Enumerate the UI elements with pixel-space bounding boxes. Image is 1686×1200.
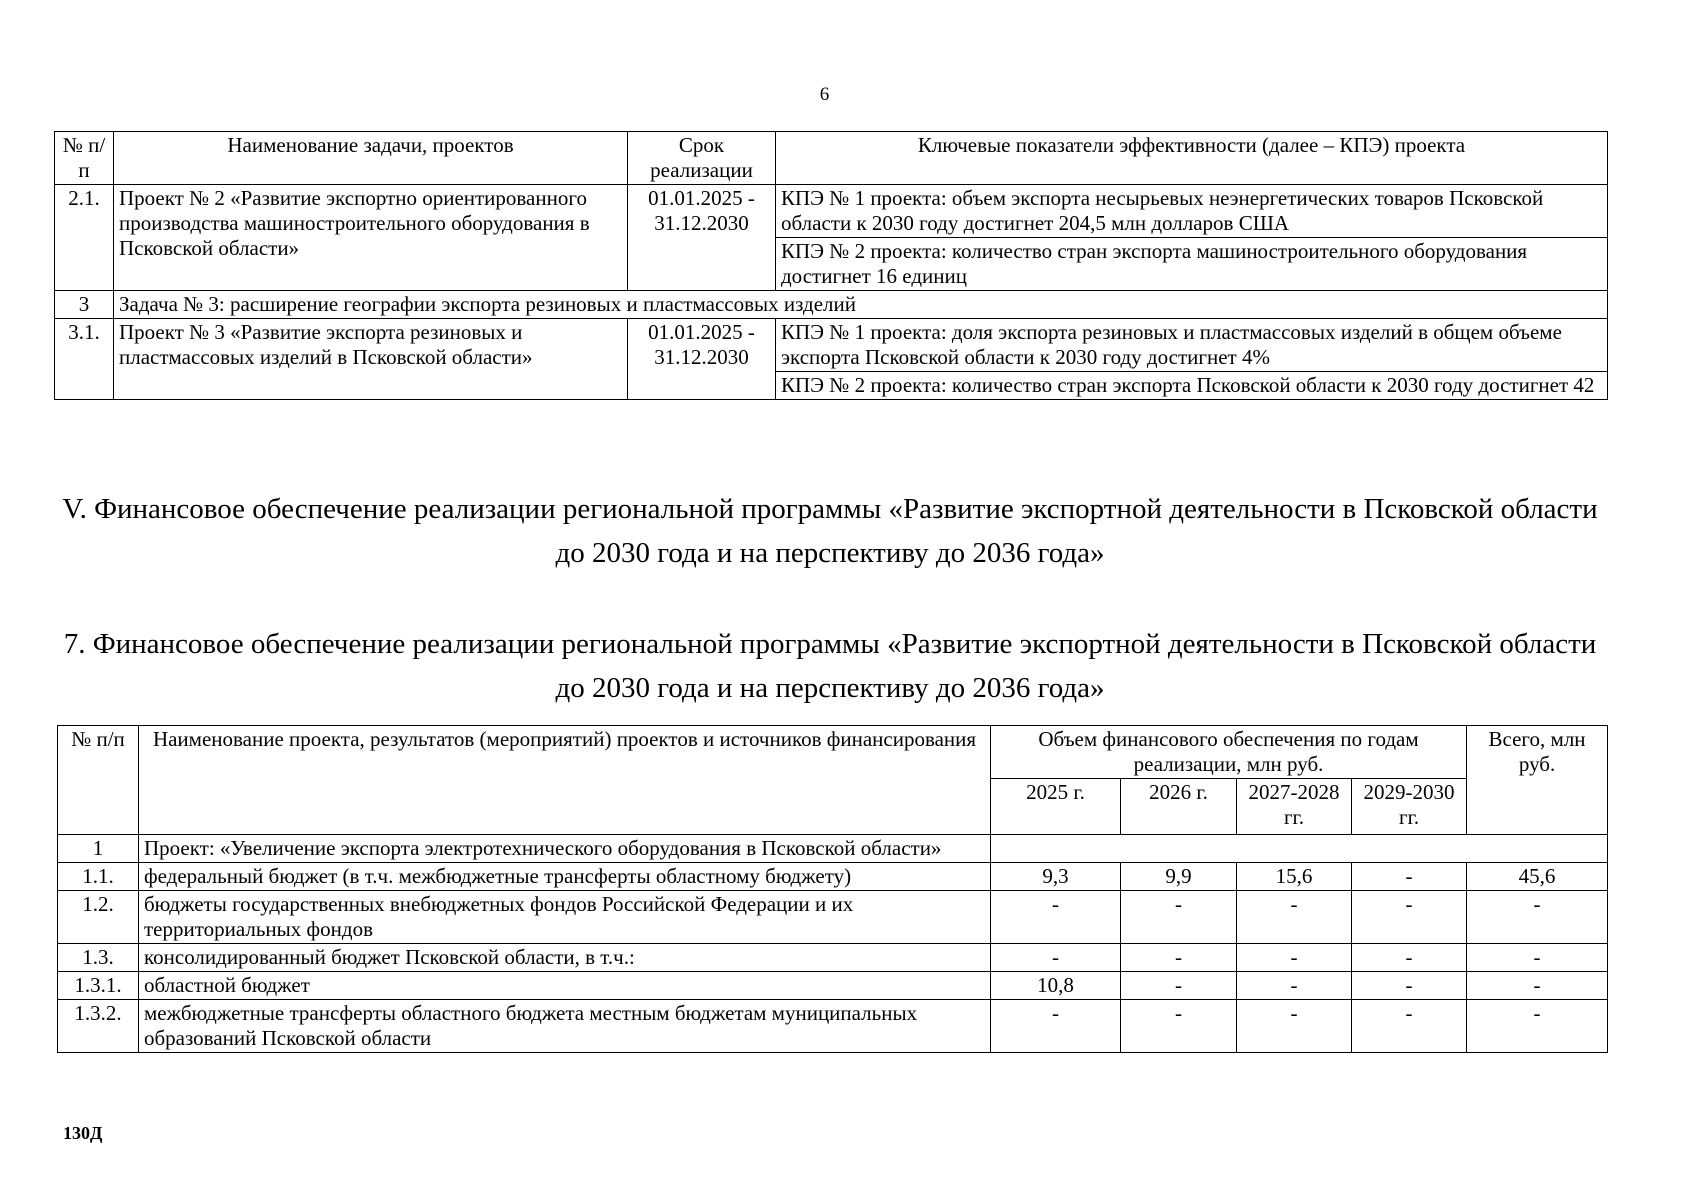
column-header-total: Всего, млн руб.: [1467, 726, 1608, 835]
value-cell: 9,3: [991, 863, 1121, 891]
task-name: Задача № 3: расширение географии экспорта резиновых и пластмассовых изделий: [114, 291, 1608, 319]
project-period: 01.01.2025 - 31.12.2030: [628, 185, 776, 291]
value-cell: -: [1237, 1000, 1352, 1053]
total-cell: -: [1467, 1000, 1608, 1053]
kpi-cell: КПЭ № 1 проекта: доля экспорта резиновых и пластмассовых изделий в общем объеме экспорта Псковской области к 2030 году достигнет 4%: [776, 319, 1608, 372]
value-cell: -: [991, 891, 1121, 944]
value-cell: -: [1352, 1000, 1467, 1053]
value-cell: 9,9: [1121, 863, 1237, 891]
row-number: 3.1.: [55, 319, 114, 400]
value-cell: -: [1121, 891, 1237, 944]
column-header-num: № п/п: [55, 132, 114, 185]
kpi-table-header-row: [55, 132, 1608, 185]
row-number: 1.2.: [58, 891, 139, 944]
total-cell: -: [1467, 944, 1608, 972]
table-row: [55, 185, 1608, 238]
row-number: 1.1.: [58, 863, 139, 891]
row-name: бюджеты государственных внебюджетных фондов Российской Федерации и их территориальных фондов: [139, 891, 991, 944]
table-row: [58, 972, 1608, 1000]
row-number: 1.3.2.: [58, 1000, 139, 1053]
table-row: [55, 291, 1608, 319]
section-heading: V. Финансовое обеспечение реализации региональной программы «Развитие экспортной деятельности в Псковской области до 2030 года и на перспективу до 2036 года»: [62, 493, 1598, 569]
row-number: 1: [58, 835, 139, 863]
row-name: Проект: «Увеличение экспорта электротехнического оборудования в Псковской области»: [139, 835, 991, 863]
value-cell: -: [1352, 891, 1467, 944]
page-number: 6: [819, 84, 830, 105]
project-name: Проект № 2 «Развитие экспортно ориентированного производства машиностроительного оборудования в Псковской области»: [114, 185, 628, 291]
column-header-kpi: Ключевые показатели эффективности (далее – КПЭ) проекта: [776, 132, 1608, 185]
value-cell: -: [1121, 972, 1237, 1000]
total-cell: -: [1467, 972, 1608, 1000]
project-period: 01.01.2025 - 31.12.2030: [628, 319, 776, 400]
table-row: [58, 835, 1608, 863]
document-code: 130Д: [63, 1123, 103, 1143]
column-header-year: 2026 г.: [1121, 779, 1237, 835]
finance-table: [57, 725, 1608, 1053]
total-cell: 45,6: [1467, 863, 1608, 891]
value-cell: -: [991, 944, 1121, 972]
value-cell: -: [1237, 891, 1352, 944]
value-cell: -: [1121, 1000, 1237, 1053]
subsection-heading: 7. Финансовое обеспечение реализации региональной программы «Развитие экспортной деятельности в Псковской области до 2030 года и на перспективу до 2036 года»: [63, 628, 1597, 704]
column-header-year: 2025 г.: [991, 779, 1121, 835]
column-header-year: 2027-2028 гг.: [1237, 779, 1352, 835]
kpi-cell: КПЭ № 1 проекта: объем экспорта несырьевых неэнергетических товаров Псковской области к 2030 году достигнет 204,5 млн долларов США: [776, 185, 1608, 238]
value-cell: -: [991, 1000, 1121, 1053]
column-header-num: № п/п: [58, 726, 139, 835]
row-name: федеральный бюджет (в т.ч. межбюджетные трансферты областному бюджету): [139, 863, 991, 891]
value-cell: 15,6: [1237, 863, 1352, 891]
table-row: [58, 863, 1608, 891]
value-cell: -: [1237, 944, 1352, 972]
empty-cell: [991, 835, 1608, 863]
table-row: [58, 944, 1608, 972]
column-header-year: 2029-2030 гг.: [1352, 779, 1467, 835]
column-header-period: Срок реализации: [628, 132, 776, 185]
kpi-table: [54, 131, 1608, 400]
kpi-cell: КПЭ № 2 проекта: количество стран экспорта Псковской области к 2030 году достигнет 42: [776, 372, 1608, 400]
finance-table-header-row: [58, 726, 1608, 779]
row-number: 1.3.: [58, 944, 139, 972]
value-cell: -: [1352, 972, 1467, 1000]
value-cell: -: [1237, 972, 1352, 1000]
row-number: 2.1.: [55, 185, 114, 291]
value-cell: -: [1352, 944, 1467, 972]
column-header-name: Наименование задачи, проектов: [114, 132, 628, 185]
column-header-volume: Объем финансового обеспечения по годам реализации, млн руб.: [991, 726, 1467, 779]
table-row: [58, 891, 1608, 944]
row-name: областной бюджет: [139, 972, 991, 1000]
total-cell: -: [1467, 891, 1608, 944]
value-cell: -: [1352, 863, 1467, 891]
row-number: 1.3.1.: [58, 972, 139, 1000]
row-name: консолидированный бюджет Псковской области, в т.ч.:: [139, 944, 991, 972]
table-row: [55, 319, 1608, 372]
column-header-name: Наименование проекта, результатов (мероприятий) проектов и источников финансирования: [139, 726, 991, 835]
value-cell: -: [1121, 944, 1237, 972]
kpi-cell: КПЭ № 2 проекта: количество стран экспорта машиностроительного оборудования достигнет 16 единиц: [776, 238, 1608, 291]
row-name: межбюджетные трансферты областного бюджета местным бюджетам муниципальных образований Псковской области: [139, 1000, 991, 1053]
row-number: 3: [55, 291, 114, 319]
value-cell: 10,8: [991, 972, 1121, 1000]
project-name: Проект № 3 «Развитие экспорта резиновых и пластмассовых изделий в Псковской области»: [114, 319, 628, 400]
table-row: [58, 1000, 1608, 1053]
